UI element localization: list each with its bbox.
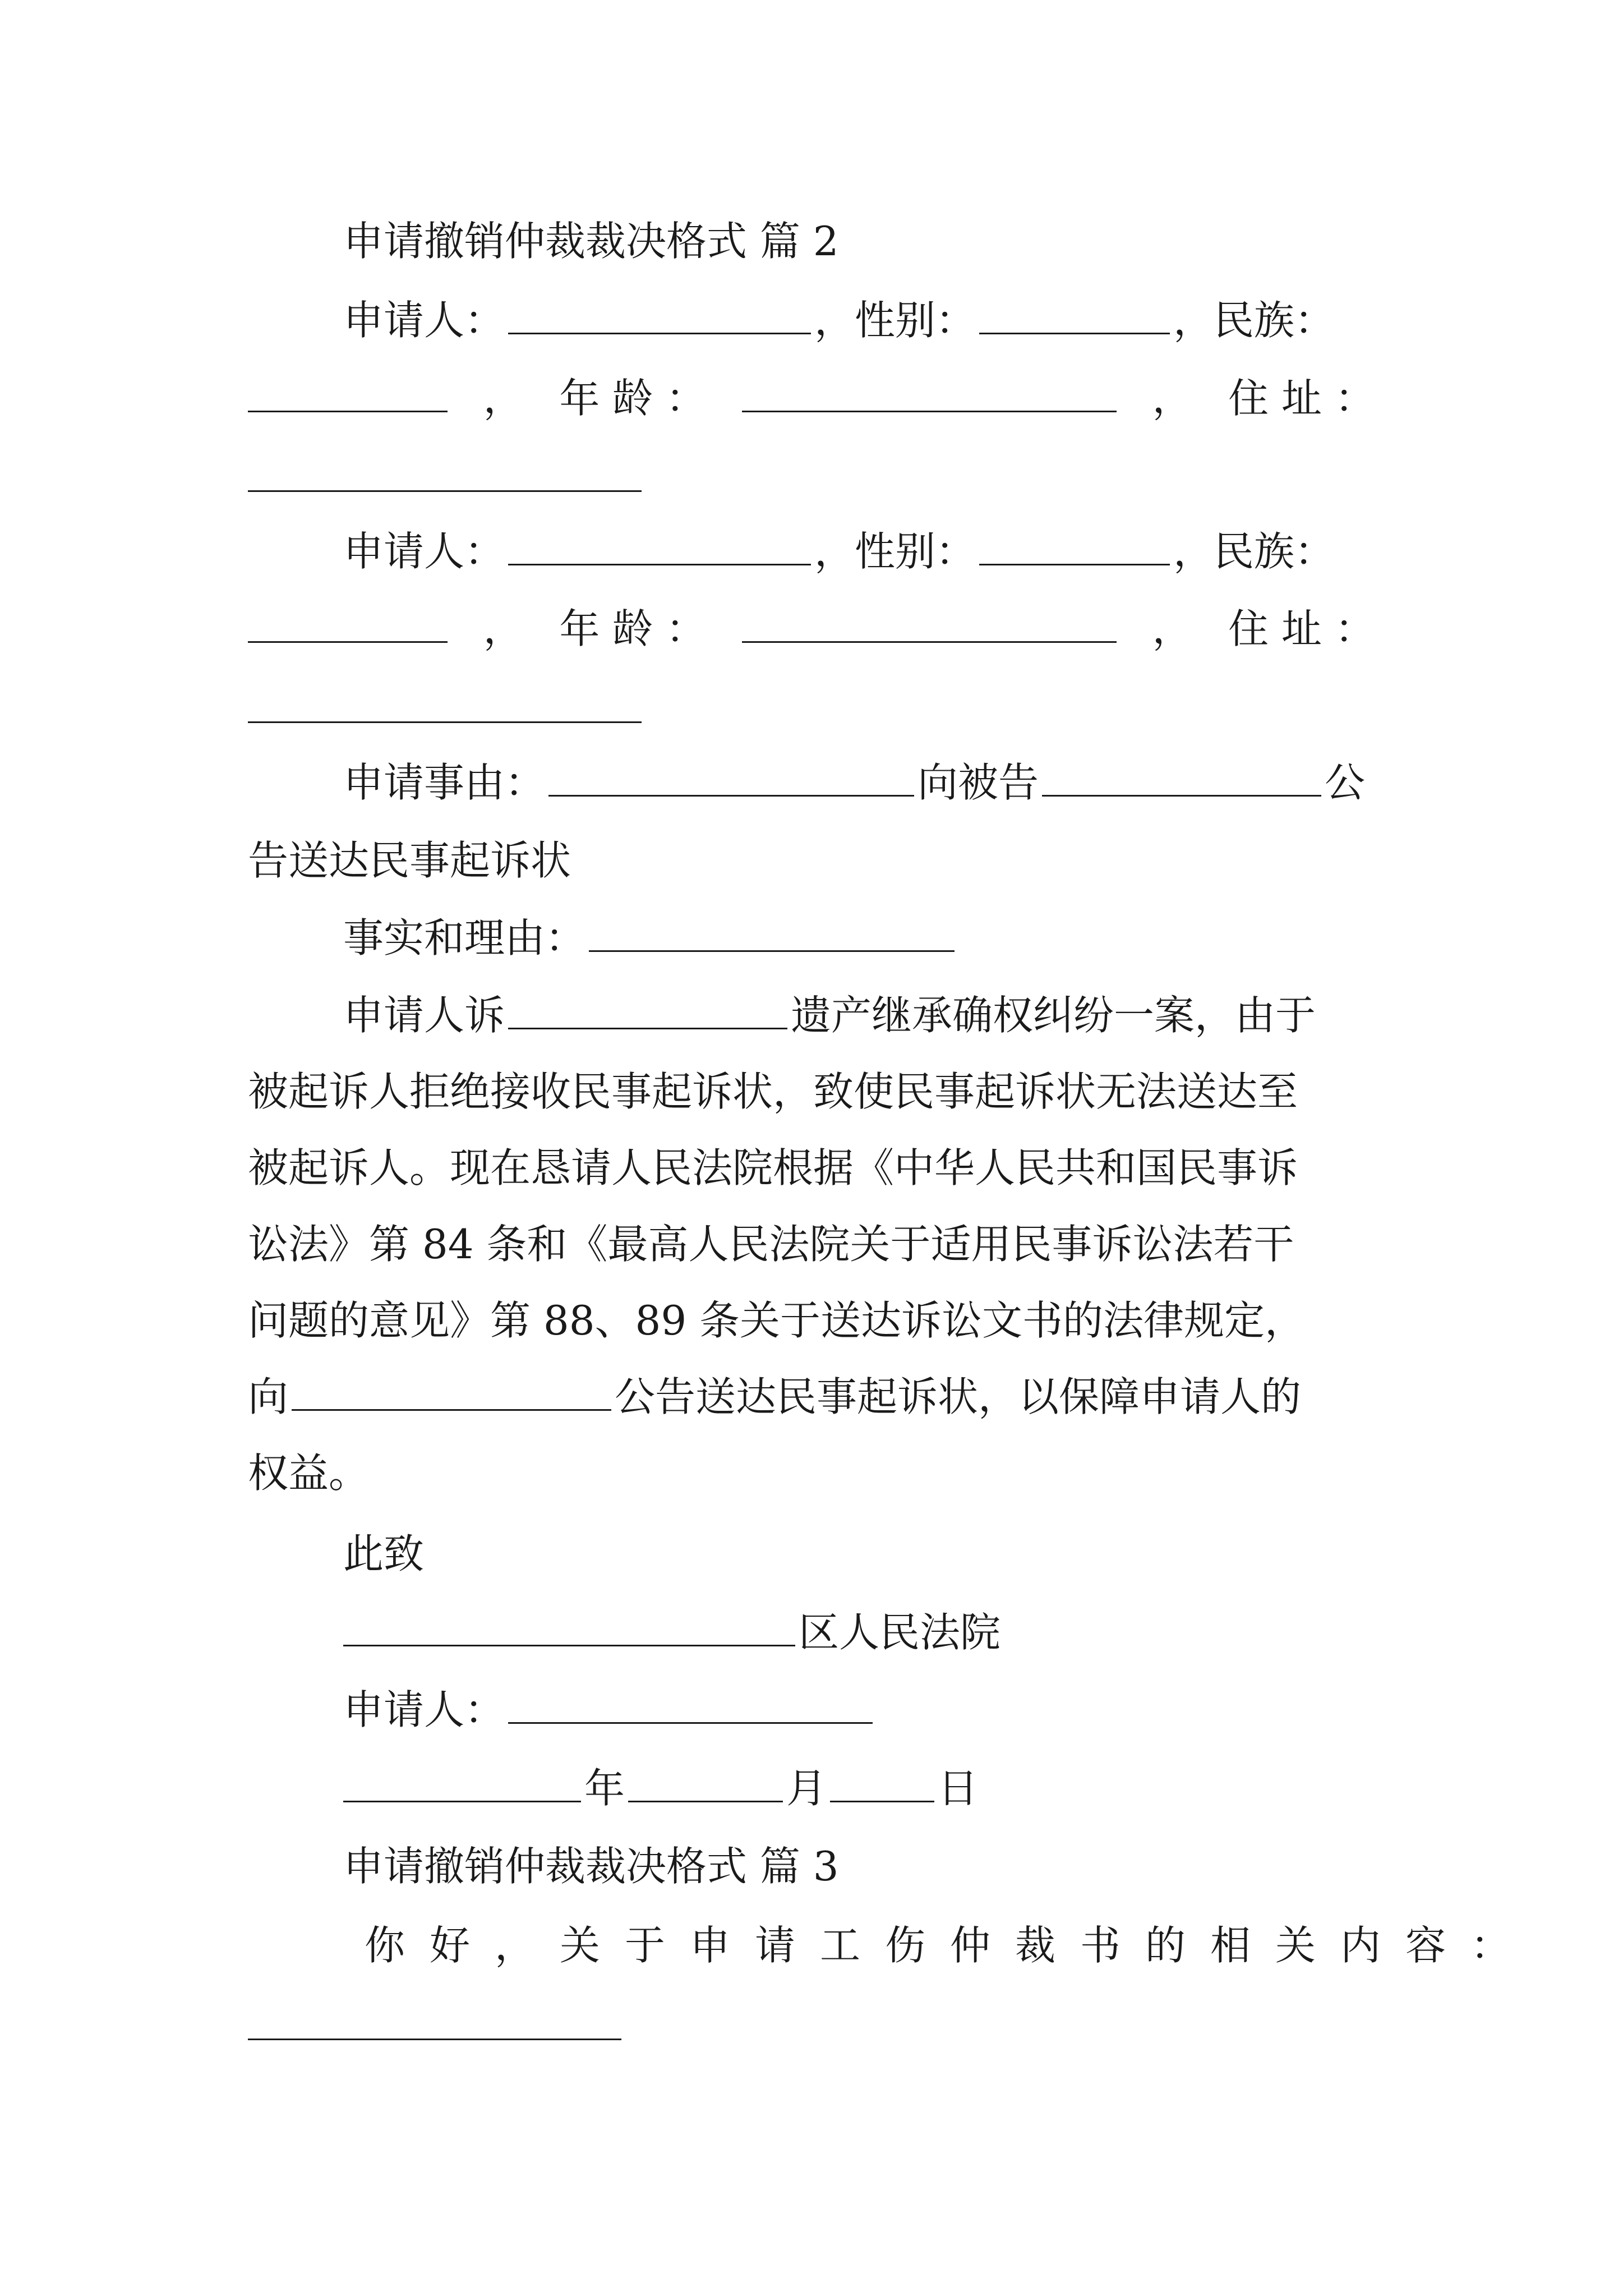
body-line-1 (0, 988, 1623, 1042)
reason-label: 申请事由： (343, 759, 546, 806)
ethnic-label: ，民族： (1173, 528, 1335, 575)
signature-line (0, 1683, 1623, 1737)
applicant-label: 申请人： (343, 528, 505, 575)
facts-blank[interactable] (589, 950, 955, 952)
body-line-7 (0, 1446, 1623, 1500)
body-start: 向 (248, 1373, 289, 1420)
body-line-2 (0, 1065, 1623, 1119)
applicant2-line (0, 524, 1623, 578)
age-blank[interactable] (742, 641, 1117, 643)
applicant1-line2 (248, 371, 1375, 425)
age-label: 年 龄 ： (559, 375, 707, 422)
reason-cont (0, 834, 1623, 887)
case-party-blank[interactable] (508, 1027, 787, 1029)
intro-text: 你好，关于申请工伤仲裁书的相关内容： (365, 1922, 1536, 1969)
address-label: 住 址 ： (1228, 375, 1375, 422)
court-text: 区人民法院 (799, 1609, 1001, 1656)
year-label: 年 (584, 1765, 625, 1812)
intro-blank[interactable] (248, 2039, 621, 2040)
heading-text: 申请撤销仲裁裁决格式 篇 3 (343, 1843, 839, 1890)
court-blank[interactable] (343, 1644, 795, 1646)
reason-mid: 向被告 (917, 759, 1039, 806)
reason-end: 公 (1325, 759, 1366, 806)
ethnic-blank[interactable] (248, 641, 448, 643)
address-blank[interactable] (248, 490, 642, 492)
closing-line (0, 1527, 1623, 1581)
body-line-5 (0, 1294, 1623, 1347)
gender-blank[interactable] (979, 563, 1170, 565)
reason-blank[interactable] (548, 794, 914, 797)
comma: ， (483, 375, 524, 422)
comma: ， (1152, 375, 1193, 422)
month-label: 月 (786, 1765, 827, 1812)
month-blank[interactable] (628, 1800, 783, 1802)
body-text: 问题的意见》第 88、89 条关于送达诉讼文书的法律规定， (248, 1297, 1306, 1344)
address-label: 住 址 ： (1228, 605, 1375, 652)
applicant-name-blank[interactable] (508, 332, 811, 334)
body-start: 申请人诉 (343, 992, 505, 1039)
age-blank[interactable] (742, 410, 1117, 412)
signature-label: 申请人： (343, 1686, 505, 1733)
applicant2-line2 (248, 602, 1375, 656)
heading-text: 申请撤销仲裁裁决格式 篇 2 (343, 218, 839, 265)
section-heading (0, 1839, 1623, 1893)
body-end: 公告送达民事起诉状，以保障申请人的 (615, 1373, 1302, 1420)
defendant-blank[interactable] (1042, 794, 1321, 797)
body-text: 权益。 (248, 1450, 370, 1497)
body-line-3 (0, 1141, 1623, 1195)
reason-cont-text: 告送达民事起诉状 (248, 837, 571, 884)
day-blank[interactable] (830, 1800, 934, 1802)
signature-blank[interactable] (508, 1722, 873, 1724)
facts-label: 事实和理由： (343, 914, 586, 961)
ethnic-blank[interactable] (248, 410, 448, 412)
date-line (0, 1761, 1623, 1815)
age-label: 年 龄 ： (559, 605, 707, 652)
body-line-6 (0, 1370, 1623, 1424)
body-text: 被起诉人。现在恳请人民法院根据《中华人民共和国民事诉 (248, 1144, 1298, 1191)
facts-line (0, 911, 1623, 965)
section-heading (0, 214, 1623, 268)
comma: ， (1152, 605, 1193, 652)
reason-line (0, 756, 1623, 809)
ethnic-label: ，民族： (1173, 297, 1335, 344)
body-line-4 (0, 1217, 1623, 1271)
applicant-name-blank[interactable] (508, 563, 811, 565)
day-label: 日 (938, 1765, 979, 1812)
body-text: 讼法》第 84 条和《最高人民法院关于适用民事诉讼法若干 (248, 1221, 1294, 1268)
address-blank[interactable] (248, 721, 642, 723)
closing-text: 此致 (343, 1530, 425, 1577)
gender-blank[interactable] (979, 332, 1170, 334)
year-blank[interactable] (343, 1800, 581, 1802)
applicant1-line (0, 293, 1623, 347)
court-line (0, 1605, 1623, 1659)
comma: ， (483, 605, 524, 652)
gender-label: ，性别： (814, 528, 976, 575)
body-end: 遗产继承确权纠纷一案，由于 (791, 992, 1316, 1039)
recipient-blank[interactable] (292, 1409, 611, 1411)
applicant-label: 申请人： (343, 297, 505, 344)
intro-line (365, 1918, 1536, 1972)
body-text: 被起诉人拒绝接收民事起诉状，致使民事起诉状无法送达至 (248, 1068, 1298, 1115)
gender-label: ，性别： (814, 297, 976, 344)
